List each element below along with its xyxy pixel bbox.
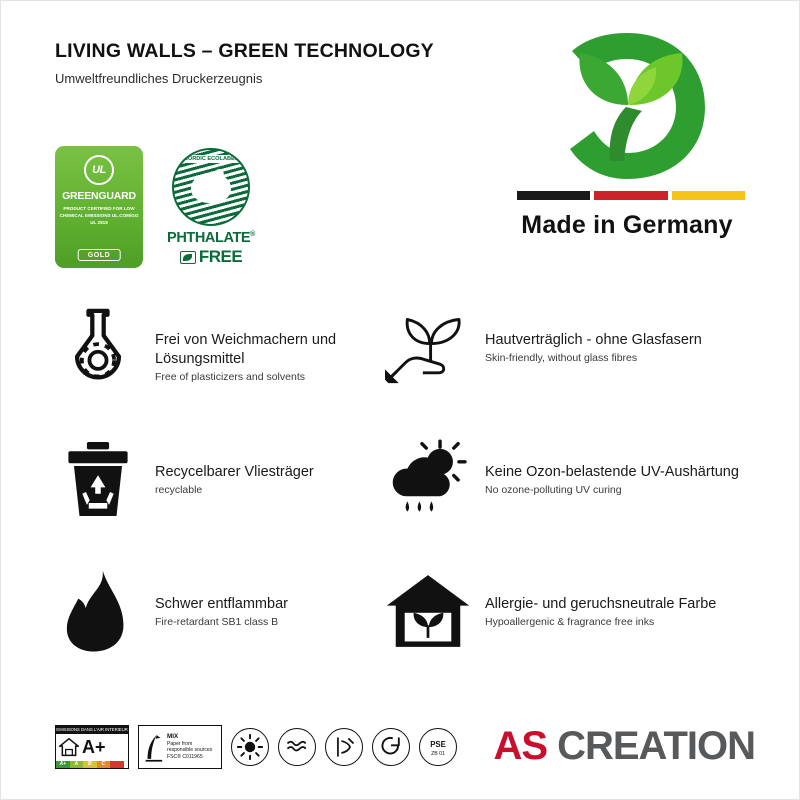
- feature-label-de: Allergie- und geruchsneutrale Farbe: [485, 596, 717, 612]
- certification-badges: [55, 146, 265, 268]
- feature-label-en: No ozone-polluting UV curing: [485, 483, 622, 496]
- header: [55, 41, 485, 86]
- flag-stripe-red: [594, 191, 667, 200]
- recycle-arrow-icon: [372, 728, 410, 766]
- footer-icon-row: [55, 725, 457, 769]
- brandmark: [517, 27, 737, 240]
- scale-a-plus: A+: [56, 761, 70, 768]
- logo-creation: CREATION: [557, 724, 755, 768]
- leaf-box-icon: [180, 251, 196, 264]
- feature-label-de: Schwer entflammbar: [155, 596, 288, 612]
- recycle-bin-icon: [55, 433, 141, 525]
- pse-mark-icon: [419, 728, 457, 766]
- scale-end: [110, 761, 124, 768]
- free-label: FREE: [198, 247, 243, 266]
- sun-cloud-rain-icon: [385, 433, 471, 525]
- feature-grid: [55, 301, 755, 697]
- emissions-header: EMISSIONS DANS L'AIR INTERIEUR: [56, 727, 128, 732]
- emissions-rating: A+: [82, 737, 106, 757]
- hand-plant-icon: [385, 301, 471, 393]
- fsc-tree-icon: [141, 730, 165, 764]
- phthalate-label: [157, 230, 265, 246]
- page-title: LIVING WALLS – GREEN TECHNOLOGY: [55, 40, 434, 62]
- flame-icon: [55, 565, 141, 657]
- page-subtitle: Umweltfreundliches Druckerzeugnis: [55, 71, 263, 87]
- as-creation-logo: [494, 724, 756, 769]
- swan-icon: [172, 148, 250, 226]
- house-plant-icon: [385, 565, 471, 657]
- green-leaf-logo-icon: [542, 27, 712, 185]
- greenguard-name: GREENGUARD: [62, 190, 136, 202]
- nordic-ecolabel-text: NORDIC ECOLABEL: [174, 155, 248, 163]
- greenguard-description: PRODUCT CERTIFIED FOR LOW CHEMICAL EMISSIONS UL.COM/GG UL 2818: [59, 206, 139, 225]
- scale-a: A: [70, 761, 84, 768]
- feature-label-en: Skin-friendly, without glass fibres: [485, 351, 638, 364]
- flask-icon: [55, 301, 141, 393]
- logo-as: AS: [493, 724, 548, 768]
- feature-label-en: Free of plasticizers and solvents: [155, 370, 305, 383]
- feature-label-en: Fire-retardant SB1 class B: [155, 615, 279, 628]
- german-flag-bar: [517, 191, 745, 200]
- strippable-icon: [325, 728, 363, 766]
- feature-item: [55, 301, 385, 433]
- greenguard-level: GOLD: [78, 249, 121, 261]
- fsc-line3: responsible sources: [167, 747, 213, 754]
- scale-c: C: [97, 761, 111, 768]
- nordic-ecolabel-badge: [157, 146, 265, 267]
- registered-mark: ®: [250, 231, 255, 239]
- footer: [55, 724, 755, 769]
- feature-label-en: Hypoallergenic & fragrance free inks: [485, 615, 655, 628]
- made-in-germany-label: Made in Germany: [521, 211, 733, 239]
- feature-item: [385, 433, 755, 565]
- fsc-label-icon: [138, 725, 222, 769]
- house-icon: [56, 734, 82, 761]
- washable-icon: [278, 728, 316, 766]
- fsc-line2: Paper from: [167, 740, 193, 747]
- feature-label-de: Frei von Weichmachern und Lösungsmittel: [155, 332, 337, 367]
- emissions-scale: [56, 761, 128, 768]
- feature-item: [385, 301, 755, 433]
- feature-label-en: recyclable: [155, 483, 203, 496]
- svg-text:ZB 01: ZB 01: [431, 750, 445, 757]
- light-fastness-icon: [231, 728, 269, 766]
- phthalate-text: PHTHALATE: [167, 230, 251, 246]
- fsc-mix-label: MIX: [167, 732, 179, 740]
- scale-b: B: [83, 761, 97, 768]
- feature-label-de: Hautverträglich - ohne Glasfasern: [485, 332, 702, 348]
- svg-text:PSE: PSE: [430, 739, 446, 749]
- feature-label-de: Recycelbarer Vliesträger: [155, 464, 314, 480]
- emissions-label-icon: [55, 725, 129, 769]
- fsc-code: FSC® C011965: [167, 753, 203, 760]
- ul-mark-icon: UL: [84, 155, 114, 185]
- feature-item: [55, 565, 385, 697]
- flag-stripe-black: [517, 191, 590, 200]
- phthalate-free-mark: [157, 230, 265, 267]
- greenguard-badge: [55, 146, 143, 268]
- feature-item: [385, 565, 755, 697]
- flag-stripe-gold: [672, 191, 745, 200]
- feature-item: [55, 433, 385, 565]
- feature-label-de: Keine Ozon-belastende UV-Aushärtung: [485, 464, 739, 480]
